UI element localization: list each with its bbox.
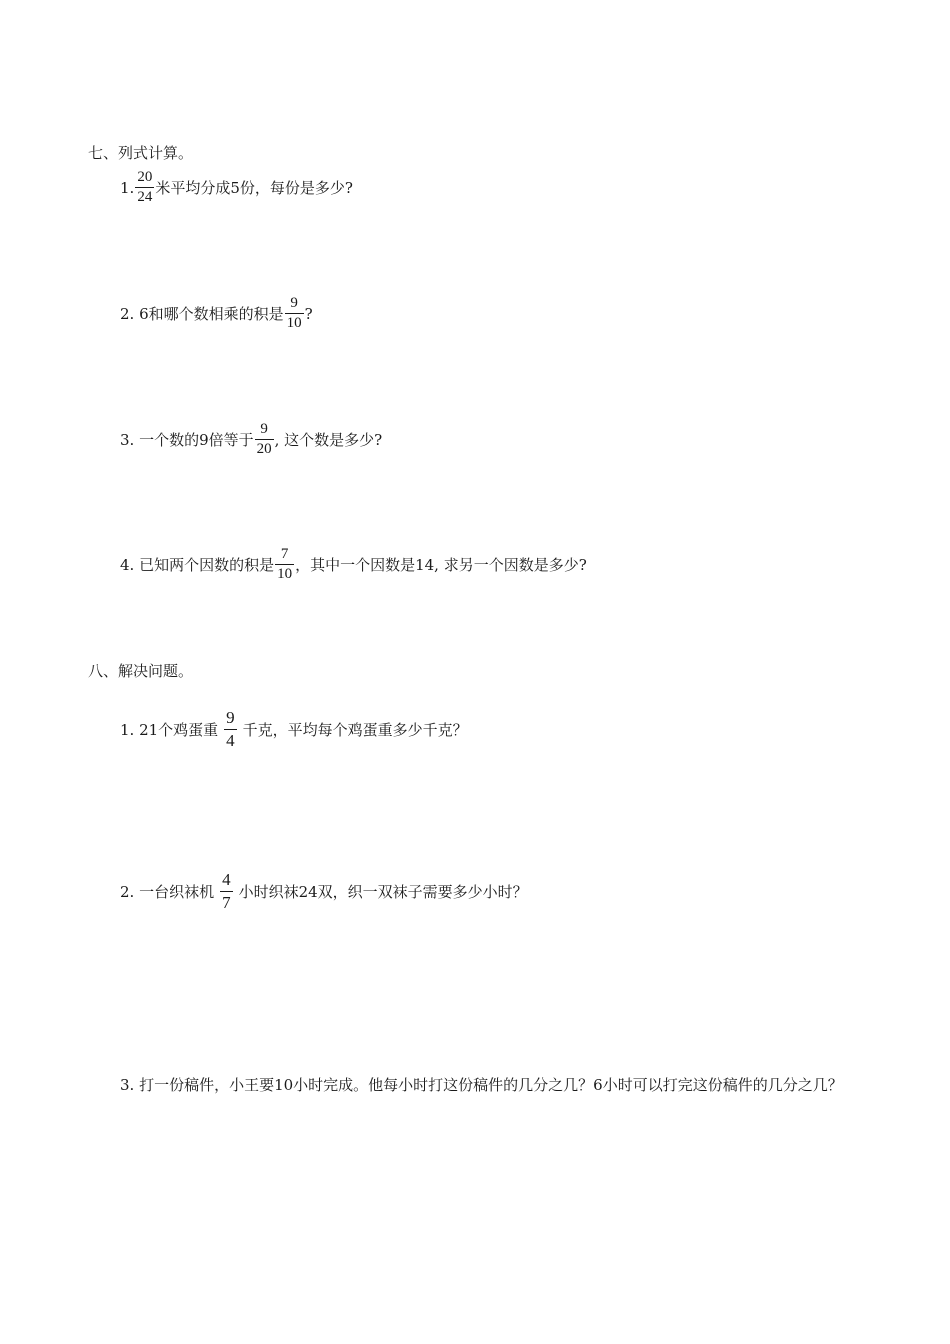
question-text: 2. 6和哪个数相乘的积是 (120, 304, 284, 323)
question-text: 2. 一台织袜机 (120, 882, 215, 901)
fraction-denominator: 10 (286, 315, 302, 331)
question-text: 3. 一个数的9倍等于 (120, 430, 254, 449)
fraction (285, 294, 304, 333)
fraction-denominator: 20 (256, 441, 272, 457)
question-text-end: 千克，平均每个鸡蛋重多少千克？ (242, 720, 468, 739)
section7-title: 七、列式计算。 (88, 144, 194, 162)
fraction-denominator: 10 (277, 566, 293, 582)
question-7-4 (120, 545, 587, 584)
question-text-end: ? (304, 304, 313, 323)
fraction-denominator: 24 (137, 189, 153, 205)
section8-title: 八、解决问题。 (88, 662, 194, 680)
question-8-1 (120, 707, 468, 752)
question-7-2 (120, 294, 313, 333)
question-text-end: ，其中一个因数是14, 求另一个因数是多少? (295, 555, 587, 574)
question-text-end: , 这个数是多少? (274, 430, 383, 449)
fraction-numerator: 7 (280, 546, 289, 562)
question-8-3 (88, 1064, 858, 1106)
fraction (220, 869, 233, 914)
question-text: 4. 已知两个因数的积是 (120, 555, 275, 574)
question-text-end: 小时织袜24双，织一双袜子需要多少小时？ (238, 882, 528, 901)
fraction (255, 420, 274, 459)
question-text: 1. 21个鸡蛋重 (120, 720, 219, 739)
fraction-numerator: 20 (137, 169, 153, 185)
question-7-3 (120, 420, 382, 459)
fraction (275, 545, 294, 584)
fraction (135, 168, 154, 207)
fraction-numerator: 9 (290, 295, 298, 311)
question-7-1 (120, 168, 353, 207)
question-text: 3. 打一份稿件，小王要10小时完成。他每小时打这份稿件的几分之几？6小时可以打完这份稿件的几分之几？ (120, 1076, 843, 1094)
fraction-denominator: 4 (226, 731, 235, 750)
question-number: 1. (120, 178, 135, 197)
question-8-2 (120, 869, 528, 914)
fraction-denominator: 7 (222, 893, 231, 912)
fraction-numerator: 4 (222, 870, 231, 889)
question-text: 米平均分成5份，每份是多少? (155, 178, 353, 197)
fraction-numerator: 9 (226, 708, 235, 727)
fraction (224, 707, 237, 752)
fraction-numerator: 9 (260, 421, 268, 437)
